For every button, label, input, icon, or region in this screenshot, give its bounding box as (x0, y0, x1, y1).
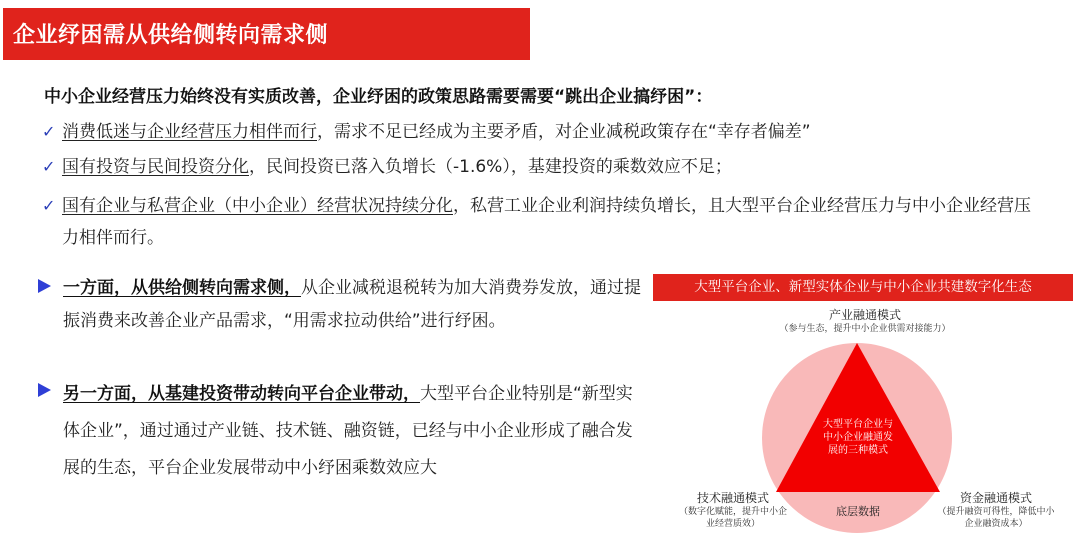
left-node-technology (678, 489, 788, 530)
node-description: （提升融资可得性，降低中小企业融资成本） (937, 507, 1055, 529)
arrow-bullet-icon (38, 279, 51, 293)
right-node-finance (936, 489, 1056, 530)
panel-title-banner (653, 274, 1073, 301)
arrow-item (38, 376, 643, 487)
arrow-item-text: 从企业减税退税转为加大消费券发放，通过提振消费来改善企业产品需求，“用需求拉动供给”进行纾困。 (63, 278, 641, 331)
top-node-industry (750, 306, 980, 335)
panel-title: 大型平台企业、新型实体企业与中小企业共建数字化生态 (694, 279, 1032, 295)
node-title: 技术融通模式 (696, 491, 769, 505)
ecosystem-diagram (650, 300, 1080, 550)
check-item-highlight: 国有投资与民间投资分化 (62, 157, 249, 177)
check-item (42, 190, 1052, 254)
check-item (42, 151, 732, 183)
check-item-highlight: 国有企业与私营企业（中小企业）经营状况持续分化 (62, 196, 453, 216)
check-item-text: ，需求不足已经成为主要矛盾，对企业减税政策存在“幸存者偏差” (317, 122, 811, 142)
header-banner (3, 8, 530, 60)
arrow-bullet-icon (38, 383, 51, 397)
checkmark-icon: ✓ (42, 157, 56, 176)
node-description: （数字化赋能，提升中小企业经营质效） (678, 507, 787, 529)
arrow-item (38, 272, 643, 337)
check-item-text: ，民间投资已落入负增长（-1.6%），基建投资的乘数效应不足； (249, 157, 732, 177)
check-item-highlight: 消费低迷与企业经营压力相伴而行 (62, 122, 317, 142)
bottom-label: 底层数据 (836, 505, 880, 518)
node-description: （参与生态，提升中小企业供需对接能力） (779, 324, 951, 334)
arrow-item-highlight: 另一方面，从基建投资带动转向平台企业带动， (63, 384, 420, 404)
arrow-item-highlight: 一方面，从供给侧转向需求侧， (63, 278, 301, 298)
arrow-item-text: 大型平台企业特别是“新型实体企业”，通过通过产业链、技术链、融资链，已经与中小企业形成了融合发展的生态，平台企业发展带动中小纾困乘数效应大 (63, 384, 633, 478)
node-title: 产业融通模式 (828, 308, 901, 322)
intro-statement: 中小企业经营压力始终没有实质改善，企业纾困的政策思路需要需要“跳出企业搞纾困”： (44, 87, 713, 107)
page-title: 企业纾困需从供给侧转向需求侧 (13, 23, 329, 48)
check-item (42, 116, 811, 148)
node-title: 资金融通模式 (959, 491, 1032, 505)
center-label: 大型平台企业与中小企业融通发展的三种模式 (823, 419, 893, 456)
check-item-text: ，私营工业企业利润持续负增长，且大型平台企业经营压力与中小企业经营压力相伴而行。 (62, 196, 1031, 248)
checkmark-icon: ✓ (42, 196, 56, 215)
checkmark-icon: ✓ (42, 122, 56, 141)
